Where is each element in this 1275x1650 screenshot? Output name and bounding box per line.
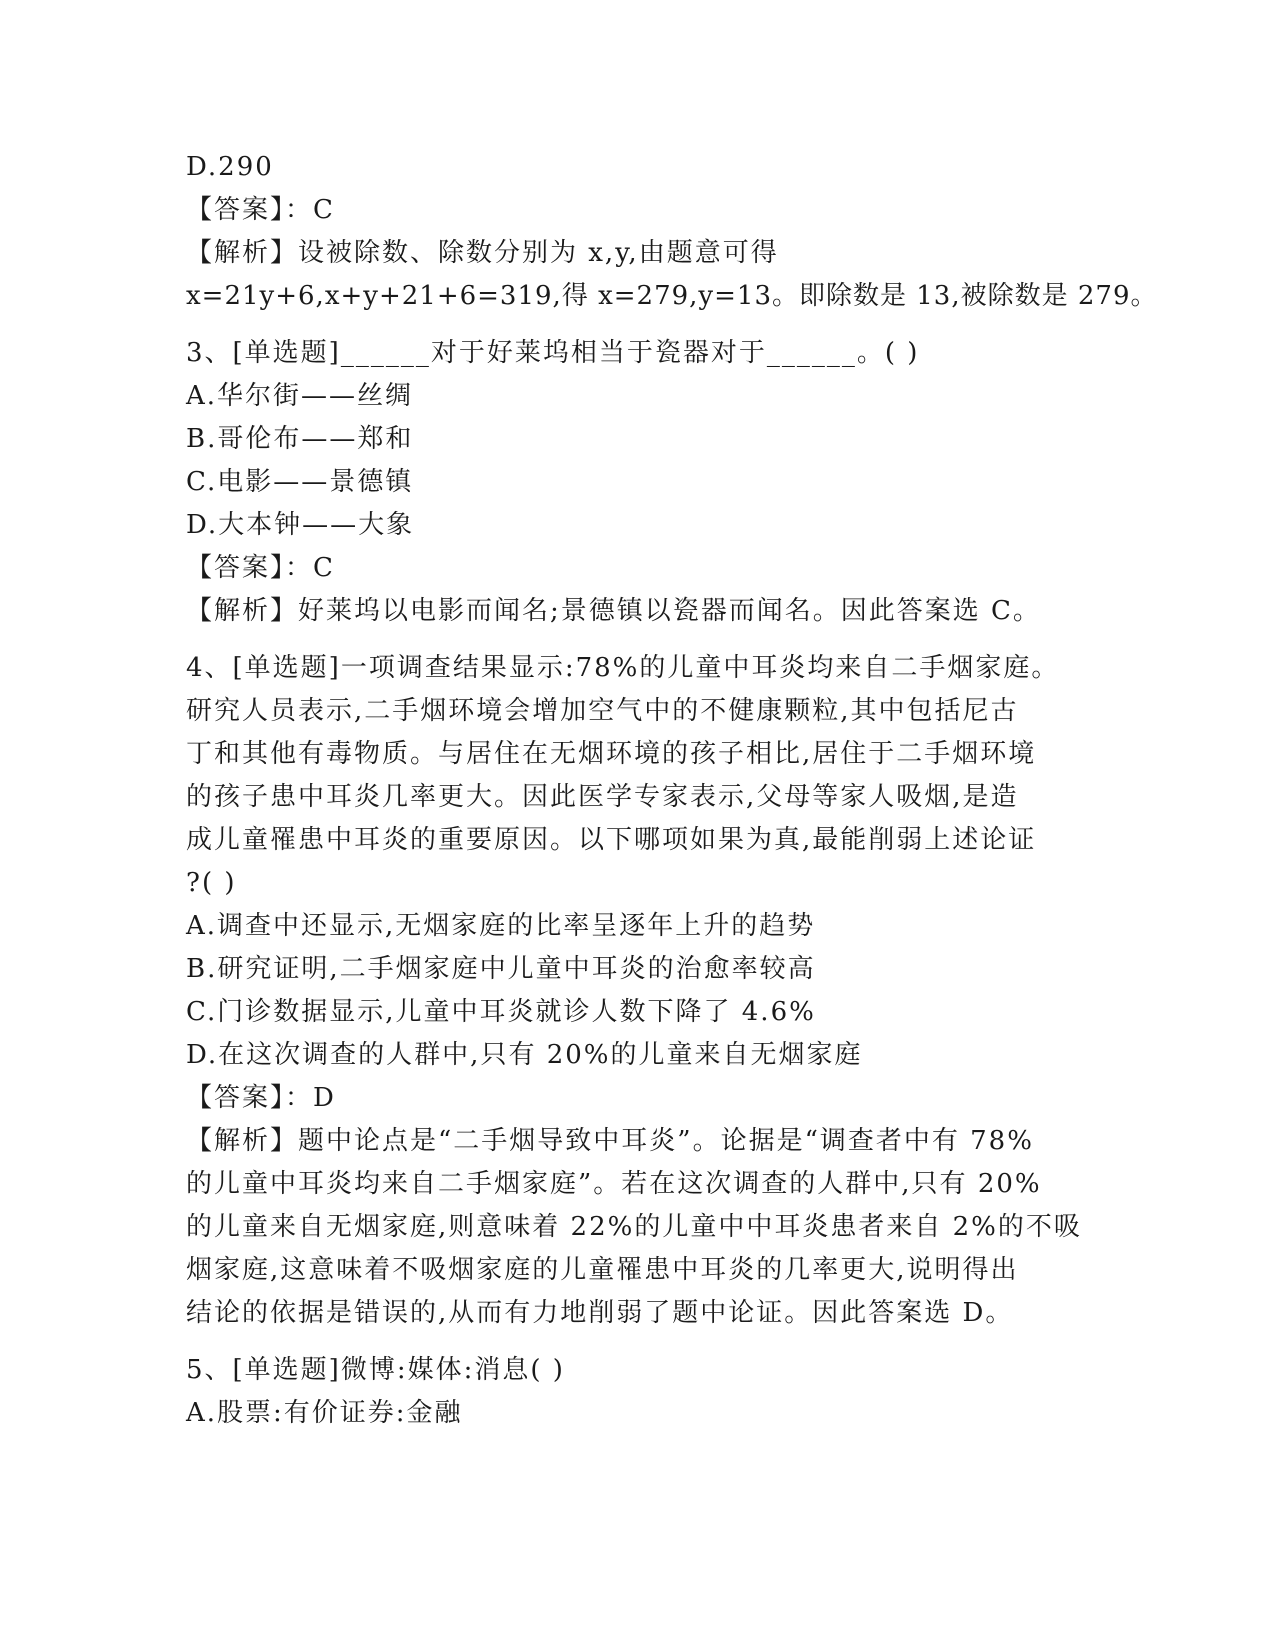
- q4-analysis-line-3: 的儿童来自无烟家庭,则意味着 22%的儿童中中耳炎患者来自 2%的不吸: [186, 1212, 1082, 1242]
- prev-analysis-line-2: x=21y+6,x+y+21+6=319,得 x=279,y=13。即除数是 13,被除数是 279。: [186, 281, 1158, 311]
- q4-option-d: D.在这次调查的人群中,只有 20%的儿童来自无烟家庭: [186, 1040, 863, 1070]
- spacer: [186, 633, 1086, 647]
- q4-analysis-line-2: 的儿童中耳炎均来自二手烟家庭”。若在这次调查的人群中,只有 20%: [186, 1169, 1042, 1199]
- q4-option-b: B.研究证明,二手烟家庭中儿童中耳炎的治愈率较高: [186, 954, 816, 984]
- q4-analysis-line-1: 【解析】题中论点是“二手烟导致中耳炎”。论据是“调查者中有 78%: [186, 1126, 1034, 1156]
- q3-question: 3、[单选题]______对于好莱坞相当于瓷器对于______。( ): [186, 338, 920, 368]
- q4-question-line-3: 丁和其他有毒物质。与居住在无烟环境的孩子相比,居住于二手烟环境: [186, 739, 1037, 769]
- q4-question-line-5: 成儿童罹患中耳炎的重要原因。以下哪项如果为真,最能削弱上述论证: [186, 825, 1037, 855]
- q3-answer: 【答案】：C: [186, 553, 335, 583]
- document-content: [186, 146, 1158, 1435]
- q4-answer: 【答案】：D: [186, 1083, 336, 1113]
- spacer: [186, 1335, 1086, 1349]
- q3-analysis: 【解析】好莱坞以电影而闻名;景德镇以瓷器而闻名。因此答案选 C。: [186, 596, 1041, 626]
- q5-question: 5、[单选题]微博:媒体:消息( ): [186, 1355, 565, 1385]
- q5-option-a: A.股票:有价证券:金融: [186, 1398, 463, 1428]
- spacer: [186, 318, 1086, 332]
- q4-analysis-line-5: 结论的依据是错误的,从而有力地削弱了题中论证。因此答案选 D。: [186, 1298, 1014, 1328]
- q3-option-a: A.华尔街——丝绸: [186, 381, 414, 411]
- q4-question-line-2: 研究人员表示,二手烟环境会增加空气中的不健康颗粒,其中包括尼古: [186, 696, 1019, 726]
- q3-option-c: C.电影——景德镇: [186, 467, 414, 497]
- prev-option-d: D.290: [186, 152, 274, 182]
- q3-option-b: B.哥伦布——郑和: [186, 424, 414, 454]
- q4-analysis-line-4: 烟家庭,这意味着不吸烟家庭的儿童罹患中耳炎的几率更大,说明得出: [186, 1255, 1019, 1285]
- q4-question-line-6: ?( ): [186, 868, 237, 898]
- q4-option-a: A.调查中还显示,无烟家庭的比率呈逐年上升的趋势: [186, 911, 816, 941]
- q3-option-d: D.大本钟——大象: [186, 510, 415, 540]
- q4-option-c: C.门诊数据显示,儿童中耳炎就诊人数下降了 4.6%: [186, 997, 816, 1027]
- q4-question-line-4: 的孩子患中耳炎几率更大。因此医学专家表示,父母等家人吸烟,是造: [186, 782, 1019, 812]
- q4-question-line-1: 4、[单选题]一项调查结果显示:78%的儿童中耳炎均来自二手烟家庭。: [186, 653, 1060, 683]
- prev-answer: 【答案】：C: [186, 195, 335, 225]
- prev-analysis-line-1: 【解析】设被除数、除数分别为 x,y,由题意可得: [186, 238, 779, 268]
